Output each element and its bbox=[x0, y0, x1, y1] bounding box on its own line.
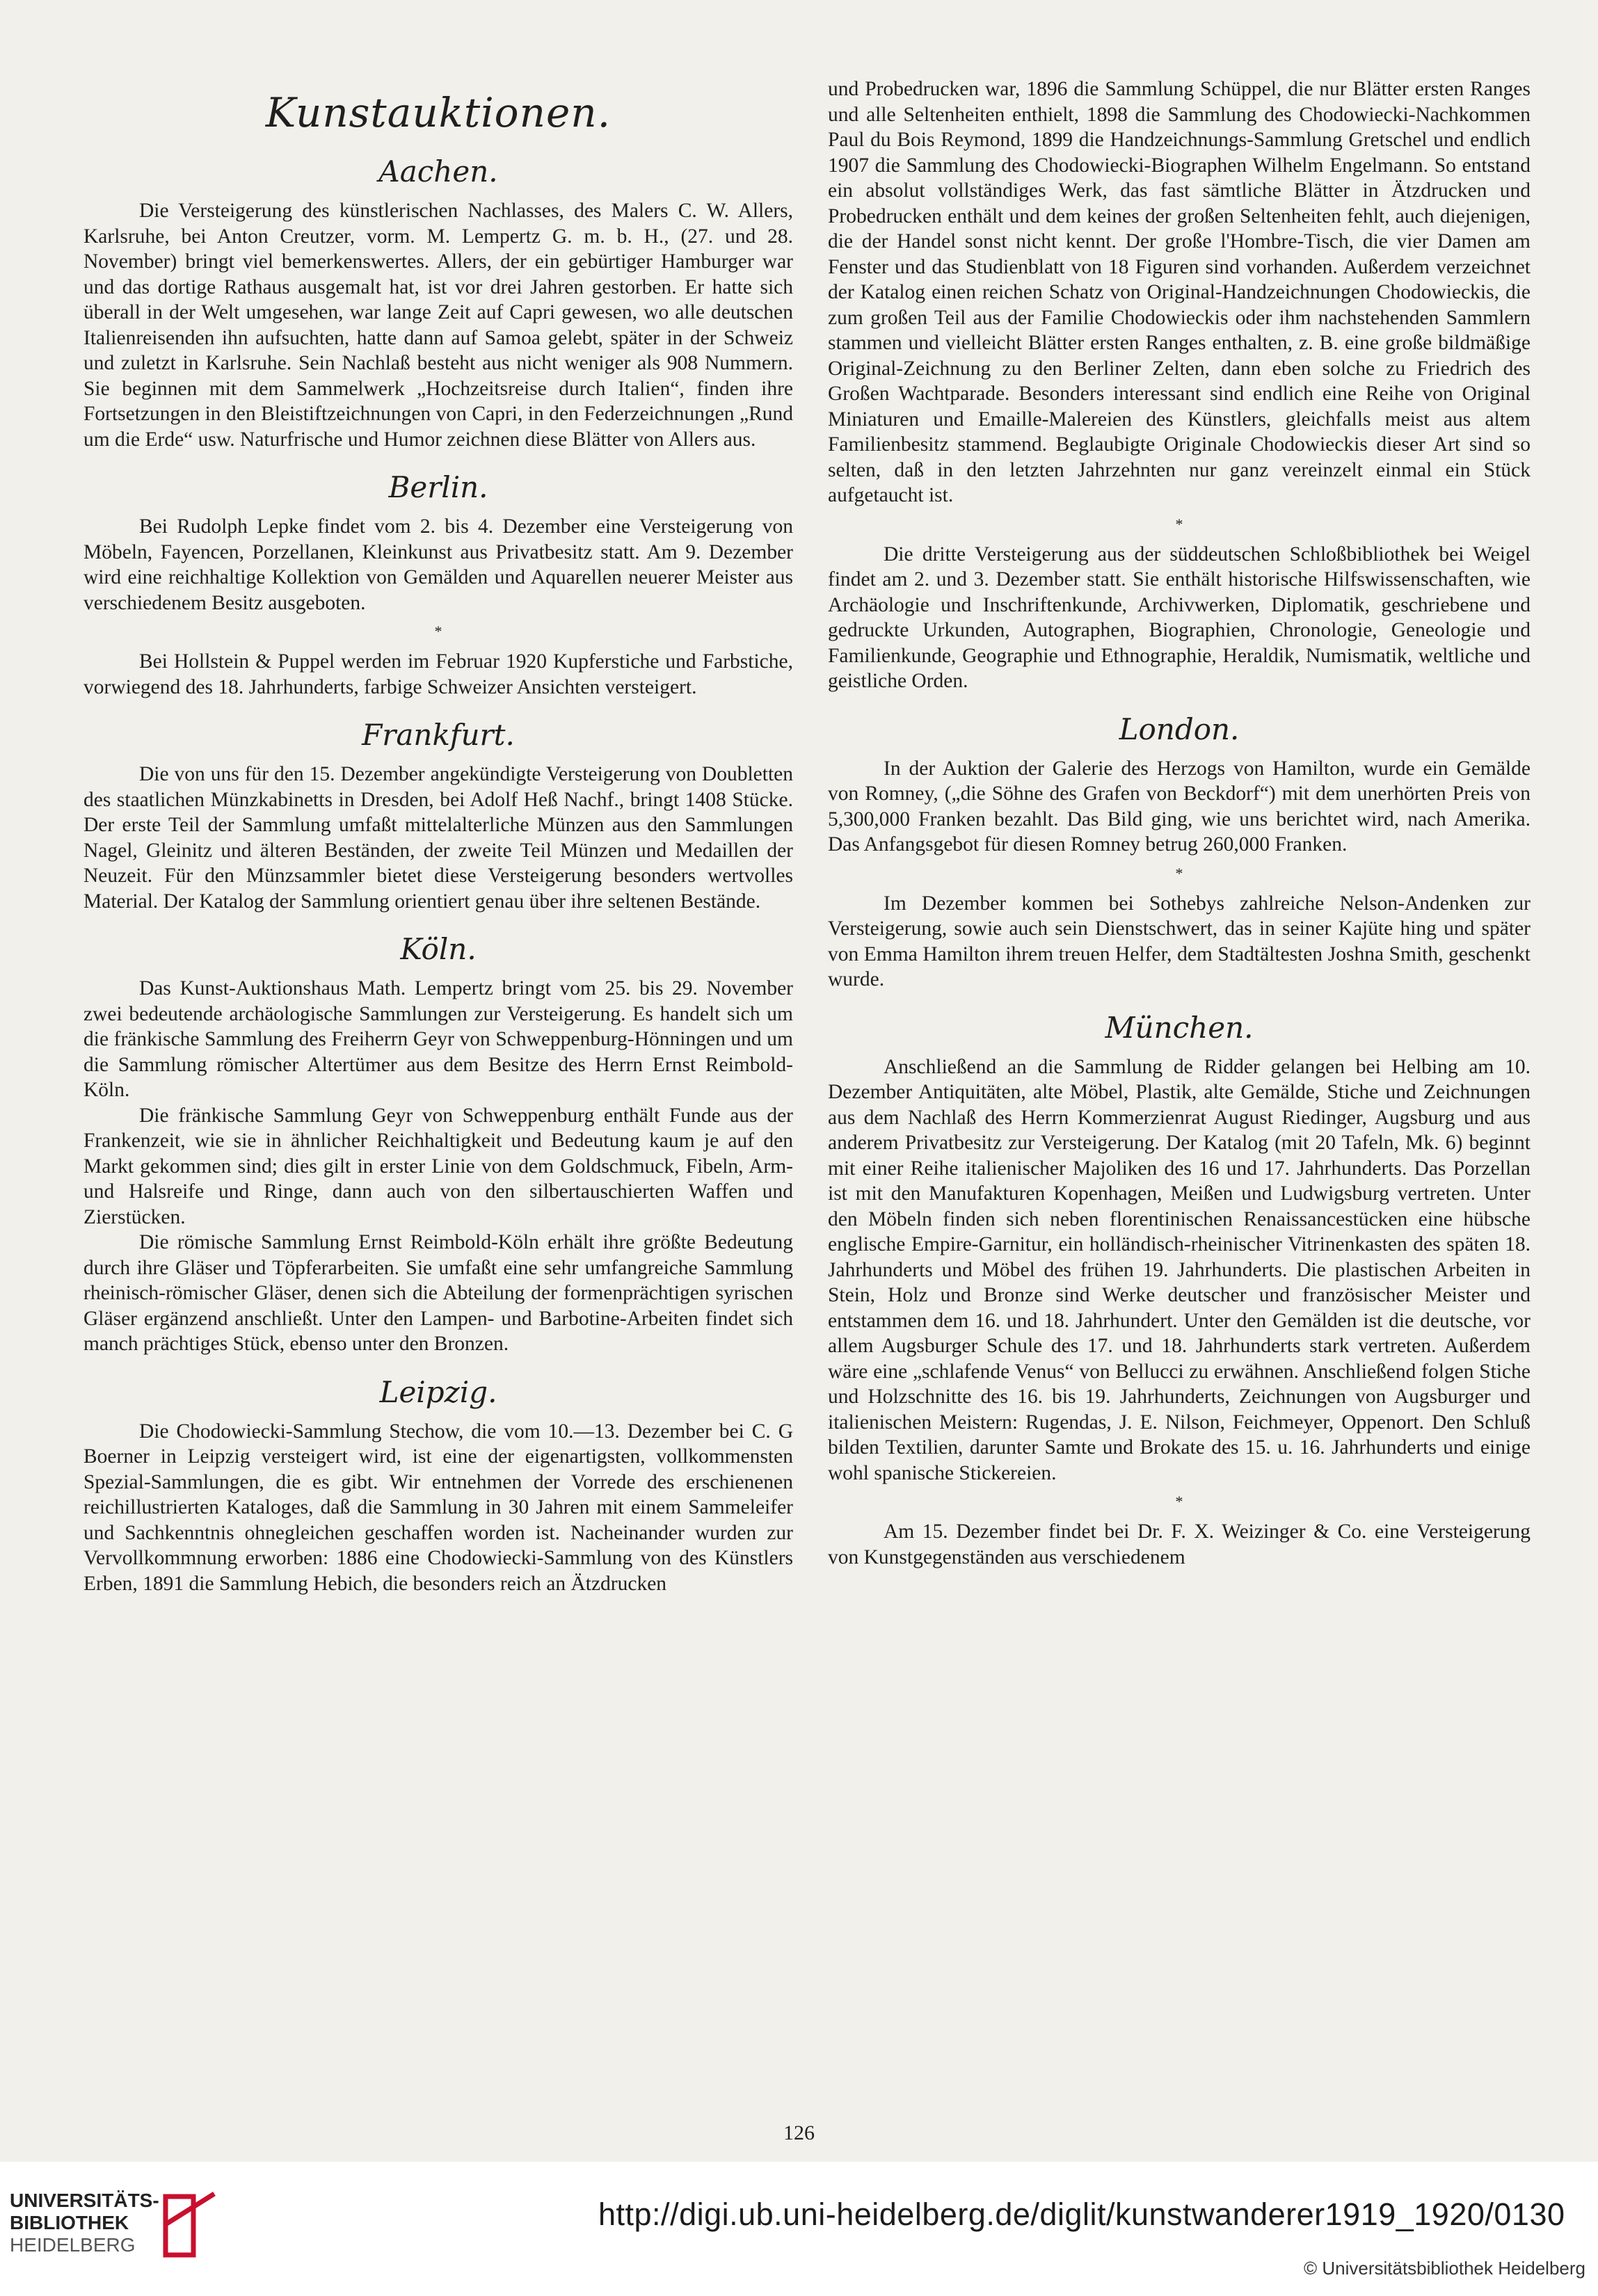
logo-line: UNIVERSITÄTS- bbox=[10, 2190, 159, 2211]
paragraph: Im Dezember kommen bei Sothebys zahlreiche Nelson-Andenken zur Versteigerung, sowie auch sein Dienstschwert, das in seiner Kajüte hing und später von Emma Hamilton ihrem treuen Helfer, dem Stadtältesten Joshna Smith, geschenkt wurde. bbox=[828, 892, 1531, 990]
paragraph-continued: und Probedrucken war, 1896 die Sammlung Schüppel, die nur Blätter ersten Ranges und alle Seltenheiten enthielt, 1898 die Sammlung des Chodowiecki-Nachkommen Paul du Bois Reymond, 1899 die Handzeichnungs-Sammlung Gretschel und endlich 1907 die Sammlung des Chodowiecki-Biographen Wilhelm Engelmann. So entstand ein absolut vollständiges Werk, das fast sämtliche Blätter in Ätzdrucken und Probedrucken enthält und dem keines der großen Seltenheiten fehlt, auch diejenigen, die der Handel sonst nicht kennt. Der große l'Hombre-Tisch, die vier Damen am Fenster und das Studienblatt von 18 Figuren sind vorhanden. Außerdem verzeichnet der Katalog einen reichen Schatz von Original-Handzeichnungen Chodowieckis, die zum großen Teil aus der Familie Chodowieckis oder ihm nachstehenden Sammlern stammen und vielleicht Blätter ersten Ranges enthalten, z. B. eine große bildmäßige Original-Zeichnung zu den Berliner Zelten, dann eben solche zu Friedrich des Großen Wachtparade. Besonders interessant sind endlich eine Reihe von Original Miniaturen und Emaille-Malereien des Künstlers, gleichfalls meist aus altem Familienbesitz stammend. Beglaubigte Originale Chodowieckis dieser Art sind so selten, daß in den letzten Jahrzehnten nur ganz vereinzelt einmal ein Stück aufgetaucht ist. bbox=[828, 78, 1531, 506]
copyright-notice: © Universitätsbibliothek Heidelberg bbox=[1303, 2258, 1585, 2279]
section-heading-koeln: Köln. bbox=[400, 932, 477, 966]
paragraph: Am 15. Dezember findet bei Dr. F. X. Weizinger & Co. eine Versteigerung von Kunstgegenständen aus verschiedenem bbox=[828, 1520, 1531, 1568]
paragraph: Bei Rudolph Lepke findet vom 2. bis 4. Dezember eine Versteigerung von Möbeln, Fayencen, Porzellanen, Kleinkunst aus Privatbesitz statt. Am 9. Dezember wird eine reichhaltige Kollektion von Gemälden und Aquarellen neuerer Meister aus verschiedenem Besitz ausgeboten. bbox=[83, 515, 793, 614]
paragraph: Bei Hollstein & Puppel werden im Februar 1920 Kupferstiche und Farbstiche, vorwiegend des 18. Jahrhunderts, farbige Schweizer Ansichten versteigert. bbox=[83, 650, 793, 698]
right-column bbox=[828, 77, 1531, 2094]
paragraph: Das Kunst-Auktionshaus Math. Lempertz bringt vom 25. bis 29. November zwei bedeutende archäologische Sammlungen zur Versteigerung. Es handelt sich um die fränkische Sammlung des Freiherrn Geyr von Schweppenburg-Hönningen und um die Sammlung römischer Altertümer aus dem Besitze des Herrn Ernst Reimbold-Köln. bbox=[83, 977, 793, 1101]
section-heading-leipzig: Leipzig. bbox=[379, 1374, 497, 1409]
library-logo-text bbox=[10, 2190, 159, 2256]
section-heading-frankfurt: Frankfurt. bbox=[362, 718, 515, 752]
paragraph: Die Chodowiecki-Sammlung Stechow, die vom 10.—13. Dezember bei C. G Boerner in Leipzig versteigert wird, ist eine der eigenartigsten, vollkommensten Spezial-Sammlungen, die es gibt. Wir entnehmen der Vorrede des erschienenen reichillustrierten Kataloges, daß die Sammlung in 30 Jahren mit einem Sammeleifer und Sachkenntnis ohnegleichen geschaffen worden ist. Nacheinander wurden zur Vervollkommnung erworben: 1886 eine Chodowiecki-Sammlung von des Künstlers Erben, 1891 die Sammlung Hebich, die besonders reich an Ätzdrucken bbox=[83, 1420, 793, 1595]
paragraph: Die von uns für den 15. Dezember angekündigte Versteigerung von Doubletten des staatlichen Münzkabinetts in Dresden, bei Adolf Heß Nachf., bringt 1408 Stücke. Der erste Teil der Sammlung umfaßt mittelalterliche Münzen aus den Sammlungen Nagel, Gleinitz und älteren Beständen, der zweite Teil Münzen und Medaillen der Neuzeit. Für den Münzsammler bietet diese Versteigerung besonders wertvolles Material. Der Katalog der Sammlung orientiert genau über ihre seltenen Bestände. bbox=[83, 763, 793, 913]
left-column bbox=[83, 77, 793, 2094]
section-heading-aachen: Aachen. bbox=[378, 154, 498, 188]
paragraph: Die Versteigerung des künstlerischen Nachlasses, des Malers C. W. Allers, Karlsruhe, bei Anton Creutzer, vorm. M. Lempertz G. m. b. H., (27. und 28. November) bringt viel bemerkenswertes. Allers, der ein gebürtiger Hamburger war und das dortige Rathaus ausgemalt hat, ist vor drei Jahren gestorben. Er hatte sich überall in der Welt umgesehen, war lange Zeit auf Capri gewesen, wo alle deutschen Italienreisenden ihn aufsuchten, hatte dann auf Samoa gelebt, später in der Schweiz und zuletzt in Karlsruhe. Sein Nachlaß besteht aus nicht weniger als 908 Nummern. Sie beginnen mit dem Sammelwerk „Hochzeitsreise durch Italien“, finden ihre Fortsetzungen in den Bleistiftzeichnungen von Capri, in den Federzeichnungen „Rund um die Erde“ usw. Naturfrische und Humor zeichnen diese Blätter von Allers aus. bbox=[83, 200, 793, 451]
separator-asterisk: * bbox=[434, 623, 442, 640]
section-heading-muenchen: München. bbox=[1105, 1010, 1254, 1045]
page-number: 126 bbox=[783, 2121, 815, 2144]
page-title: Kunstauktionen. bbox=[265, 89, 612, 136]
section-heading-berlin: Berlin. bbox=[388, 470, 488, 504]
paragraph: Die dritte Versteigerung aus der süddeutschen Schloßbibliothek bei Weigel findet am 2. und 3. Dezember statt. Sie enthält historische Hilfswissenschaften, wie Archäologie und Inschriftenkunde, Archivwerken, Diplomatik, geschriebene und gedruckte Urkunden, Autographen, Biographien, Chronologie, Geneologie und Familienkunde, Geographie und Ethnographie, Heraldik, Numismatik, weltliche und geistliche Orden. bbox=[828, 543, 1531, 692]
library-logo-icon bbox=[161, 2190, 218, 2259]
footer-bar bbox=[0, 2162, 1598, 2296]
permalink-url[interactable]: http://digi.ub.uni-heidelberg.de/diglit/kunstwanderer1919_1920/0130 bbox=[598, 2197, 1565, 2232]
section-heading-london: London. bbox=[1119, 712, 1240, 746]
paragraph: Die römische Sammlung Ernst Reimbold-Köln erhält ihre größte Bedeutung durch ihre Gläser und Töpferarbeiten. Sie umfaßt eine sehr umfangreiche Sammlung rheinisch-römischer Gläser, denen sich die Abteilung der formenprächtigen syrischen Gläser ergänzend anschließt. Unter den Lampen- und Barbotine-Arbeiten findet sich manch prächtiges Stück, ebenso unter den Bronzen. bbox=[83, 1231, 793, 1355]
paragraph: Die fränkische Sammlung Geyr von Schweppenburg enthält Funde aus der Frankenzeit, wie sie in ähnlicher Reichhaltigkeit und Bedeutung kaum je auf den Markt gekommen sind; dies gilt in erster Linie von dem Goldschmuck, Fibeln, Arm- und Halsreife und Ringe, dann auch von den silbertauschierten Waffen und Zierstücken. bbox=[83, 1104, 793, 1228]
paragraph: In der Auktion der Galerie des Herzogs von Hamilton, wurde ein Gemälde von Romney, („die Söhne des Grafen von Beckdorf“) mit dem unerhörten Preis von 5,300,000 Franken bezahlt. Das Bild ging, wie uns berichtet wird, nach Amerika. Das Anfangsgebot für diesen Romney betrug 260,000 Franken. bbox=[828, 757, 1531, 856]
separator-asterisk: * bbox=[1175, 515, 1183, 533]
separator-asterisk: * bbox=[1175, 1493, 1183, 1510]
logo-line: BIBLIOTHEK bbox=[10, 2212, 129, 2233]
separator-asterisk: * bbox=[1175, 864, 1183, 882]
logo-line: HEIDELBERG bbox=[10, 2234, 136, 2256]
paragraph: Anschließend an die Sammlung de Ridder gelangen bei Helbing am 10. Dezember Antiquitäten, alte Möbel, Plastik, alte Gemälde, Stiche und Zeichnungen aus dem Nachlaß des Herrn Kommerzienrat August Riedinger, Augsburg und aus anderem Privatbesitz zur Versteigerung. Der Katalog (mit 20 Tafeln, Mk. 6) beginnt mit einer Reihe italienischer Majoliken des 16 und 17. Jahrhunderts. Das Porzellan ist mit den Manufakturen Kopenhagen, Meißen und Ludwigsburg vertreten. Unter den Möbeln finden sich neben florentinischen Renaissancestücken eine hübsche englische Empire-Garnitur, ein holländisch-rheinischer Vitrinenkasten des späten 18. Jahrhunderts und Möbel des frühen 19. Jahrhunderts. Die plastischen Arbeiten in Stein, Holz und Bronze sind Werke deutscher und französischer Meister und entstammen dem 16. und 18. Jahrhundert. Unter den Gemälden ist die deutsche, vor allem Augsburger Schule des 17. und 18. Jahrhunderts stark vertreten. Außerdem wäre eine „schlafende Venus“ von Bellucci zu erwähnen. Anschließend folgen Stiche und Holzschnitte des 16. bis 19. Jahrhunderts, Zeichnungen von Augsburger und italienischen Meistern: Rugendas, J. E. Nilson, Feichmeyer, Oppenort. Den Schluß bilden Textilien, darunter Samte und Brokate des 15. u. 16. Jahrhunderts und einige wohl spanische Stickereien. bbox=[828, 1055, 1531, 1484]
